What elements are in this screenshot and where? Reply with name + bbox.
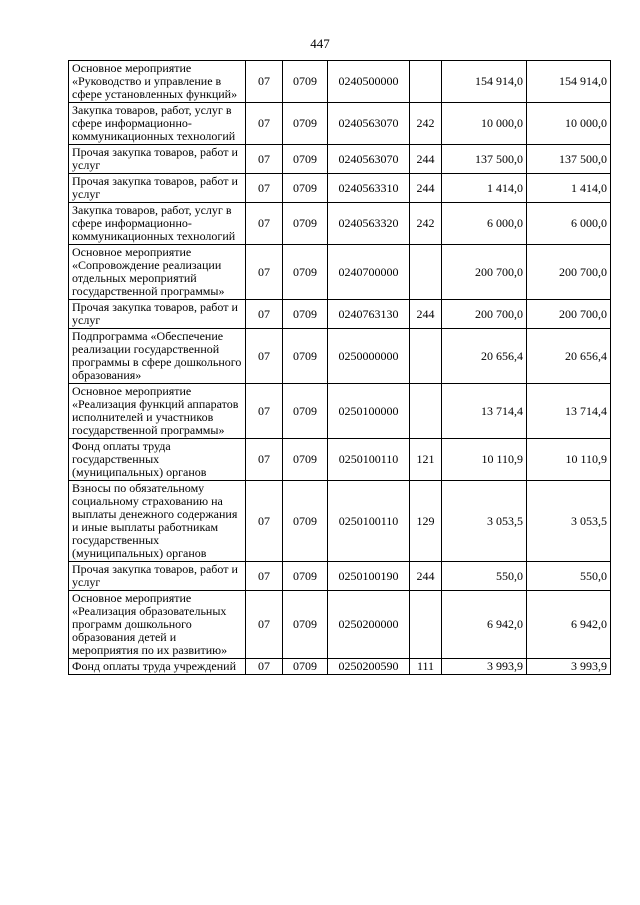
chapter-cell: 07 (246, 61, 283, 103)
amount-cell-1: 6 000,0 (442, 203, 527, 245)
section-cell: 0709 (283, 145, 328, 174)
table-row (69, 300, 611, 329)
chapter-cell: 07 (246, 300, 283, 329)
chapter-cell: 07 (246, 174, 283, 203)
target-code-cell: 0250100110 (328, 481, 410, 562)
table-row (69, 174, 611, 203)
target-code-cell: 0250100000 (328, 384, 410, 439)
amount-cell-1: 137 500,0 (442, 145, 527, 174)
expense-type-cell: 244 (410, 562, 442, 591)
amount-cell-2: 13 714,4 (527, 384, 611, 439)
row-name-cell: Фонд оплаты труда государственных (муниципальных) органов (69, 439, 246, 481)
amount-cell-2: 10 110,9 (527, 439, 611, 481)
expense-type-cell: 121 (410, 439, 442, 481)
chapter-cell: 07 (246, 591, 283, 659)
page-number: 447 (310, 36, 330, 51)
amount-cell-1: 3 053,5 (442, 481, 527, 562)
section-cell: 0709 (283, 103, 328, 145)
table-row (69, 439, 611, 481)
row-name-cell: Основное мероприятие «Реализация образовательных программ дошкольного образования детей и мероприятия по их развитию» (69, 591, 246, 659)
table-row (69, 329, 611, 384)
amount-cell-1: 200 700,0 (442, 300, 527, 329)
target-code-cell: 0240700000 (328, 245, 410, 300)
chapter-cell: 07 (246, 562, 283, 591)
row-name-cell: Прочая закупка товаров, работ и услуг (69, 174, 246, 203)
amount-cell-2: 6 000,0 (527, 203, 611, 245)
target-code-cell: 0250200590 (328, 659, 410, 675)
amount-cell-1: 6 942,0 (442, 591, 527, 659)
table-row (69, 659, 611, 675)
chapter-cell: 07 (246, 481, 283, 562)
amount-cell-1: 3 993,9 (442, 659, 527, 675)
expense-type-cell (410, 329, 442, 384)
chapter-cell: 07 (246, 329, 283, 384)
expense-type-cell (410, 245, 442, 300)
target-code-cell: 0250200000 (328, 591, 410, 659)
section-cell: 0709 (283, 329, 328, 384)
amount-cell-1: 10 000,0 (442, 103, 527, 145)
table-row (69, 384, 611, 439)
table-row (69, 481, 611, 562)
table-row (69, 591, 611, 659)
amount-cell-2: 1 414,0 (527, 174, 611, 203)
row-name-cell: Подпрограмма «Обеспечение реализации государственной программы в сфере дошкольного образования» (69, 329, 246, 384)
section-cell: 0709 (283, 439, 328, 481)
target-code-cell: 0250100190 (328, 562, 410, 591)
row-name-cell: Прочая закупка товаров, работ и услуг (69, 562, 246, 591)
amount-cell-2: 10 000,0 (527, 103, 611, 145)
section-cell: 0709 (283, 245, 328, 300)
expense-type-cell (410, 591, 442, 659)
amount-cell-1: 1 414,0 (442, 174, 527, 203)
amount-cell-2: 3 053,5 (527, 481, 611, 562)
expense-type-cell: 129 (410, 481, 442, 562)
target-code-cell: 0240500000 (328, 61, 410, 103)
amount-cell-2: 550,0 (527, 562, 611, 591)
expense-type-cell: 111 (410, 659, 442, 675)
chapter-cell: 07 (246, 384, 283, 439)
target-code-cell: 0250000000 (328, 329, 410, 384)
expense-type-cell (410, 61, 442, 103)
amount-cell-2: 200 700,0 (527, 245, 611, 300)
section-cell: 0709 (283, 61, 328, 103)
row-name-cell: Основное мероприятие «Сопровождение реализации отдельных мероприятий государственной программы» (69, 245, 246, 300)
expense-type-cell: 244 (410, 174, 442, 203)
section-cell: 0709 (283, 591, 328, 659)
expense-type-cell: 242 (410, 203, 442, 245)
table-row (69, 61, 611, 103)
amount-cell-1: 13 714,4 (442, 384, 527, 439)
row-name-cell: Закупка товаров, работ, услуг в сфере информационно-коммуникационных технологий (69, 203, 246, 245)
amount-cell-1: 154 914,0 (442, 61, 527, 103)
section-cell: 0709 (283, 659, 328, 675)
amount-cell-1: 550,0 (442, 562, 527, 591)
table-row (69, 203, 611, 245)
row-name-cell: Фонд оплаты труда учреждений (69, 659, 246, 675)
amount-cell-2: 6 942,0 (527, 591, 611, 659)
section-cell: 0709 (283, 300, 328, 329)
chapter-cell: 07 (246, 245, 283, 300)
target-code-cell: 0240563320 (328, 203, 410, 245)
chapter-cell: 07 (246, 145, 283, 174)
target-code-cell: 0240763130 (328, 300, 410, 329)
row-name-cell: Основное мероприятие «Руководство и управление в сфере установленных функций» (69, 61, 246, 103)
section-cell: 0709 (283, 562, 328, 591)
target-code-cell: 0240563070 (328, 103, 410, 145)
row-name-cell: Прочая закупка товаров, работ и услуг (69, 145, 246, 174)
row-name-cell: Прочая закупка товаров, работ и услуг (69, 300, 246, 329)
amount-cell-2: 20 656,4 (527, 329, 611, 384)
expense-type-cell: 244 (410, 145, 442, 174)
section-cell: 0709 (283, 481, 328, 562)
row-name-cell: Основное мероприятие «Реализация функций аппаратов исполнителей и участников государственной программы» (69, 384, 246, 439)
section-cell: 0709 (283, 203, 328, 245)
section-cell: 0709 (283, 174, 328, 203)
chapter-cell: 07 (246, 439, 283, 481)
expense-type-cell: 242 (410, 103, 442, 145)
amount-cell-2: 137 500,0 (527, 145, 611, 174)
row-name-cell: Взносы по обязательному социальному страхованию на выплаты денежного содержания и иные выплаты работникам государственных (муниципальных) органов (69, 481, 246, 562)
amount-cell-2: 3 993,9 (527, 659, 611, 675)
expense-type-cell: 244 (410, 300, 442, 329)
chapter-cell: 07 (246, 203, 283, 245)
amount-cell-1: 10 110,9 (442, 439, 527, 481)
amount-cell-2: 154 914,0 (527, 61, 611, 103)
chapter-cell: 07 (246, 103, 283, 145)
amount-cell-2: 200 700,0 (527, 300, 611, 329)
amount-cell-1: 20 656,4 (442, 329, 527, 384)
row-name-cell: Закупка товаров, работ, услуг в сфере информационно-коммуникационных технологий (69, 103, 246, 145)
table-row (69, 245, 611, 300)
target-code-cell: 0250100110 (328, 439, 410, 481)
section-cell: 0709 (283, 384, 328, 439)
amount-cell-1: 200 700,0 (442, 245, 527, 300)
table-row (69, 145, 611, 174)
table-row (69, 103, 611, 145)
chapter-cell: 07 (246, 659, 283, 675)
target-code-cell: 0240563070 (328, 145, 410, 174)
expense-type-cell (410, 384, 442, 439)
table-row (69, 562, 611, 591)
target-code-cell: 0240563310 (328, 174, 410, 203)
budget-table (68, 60, 611, 675)
